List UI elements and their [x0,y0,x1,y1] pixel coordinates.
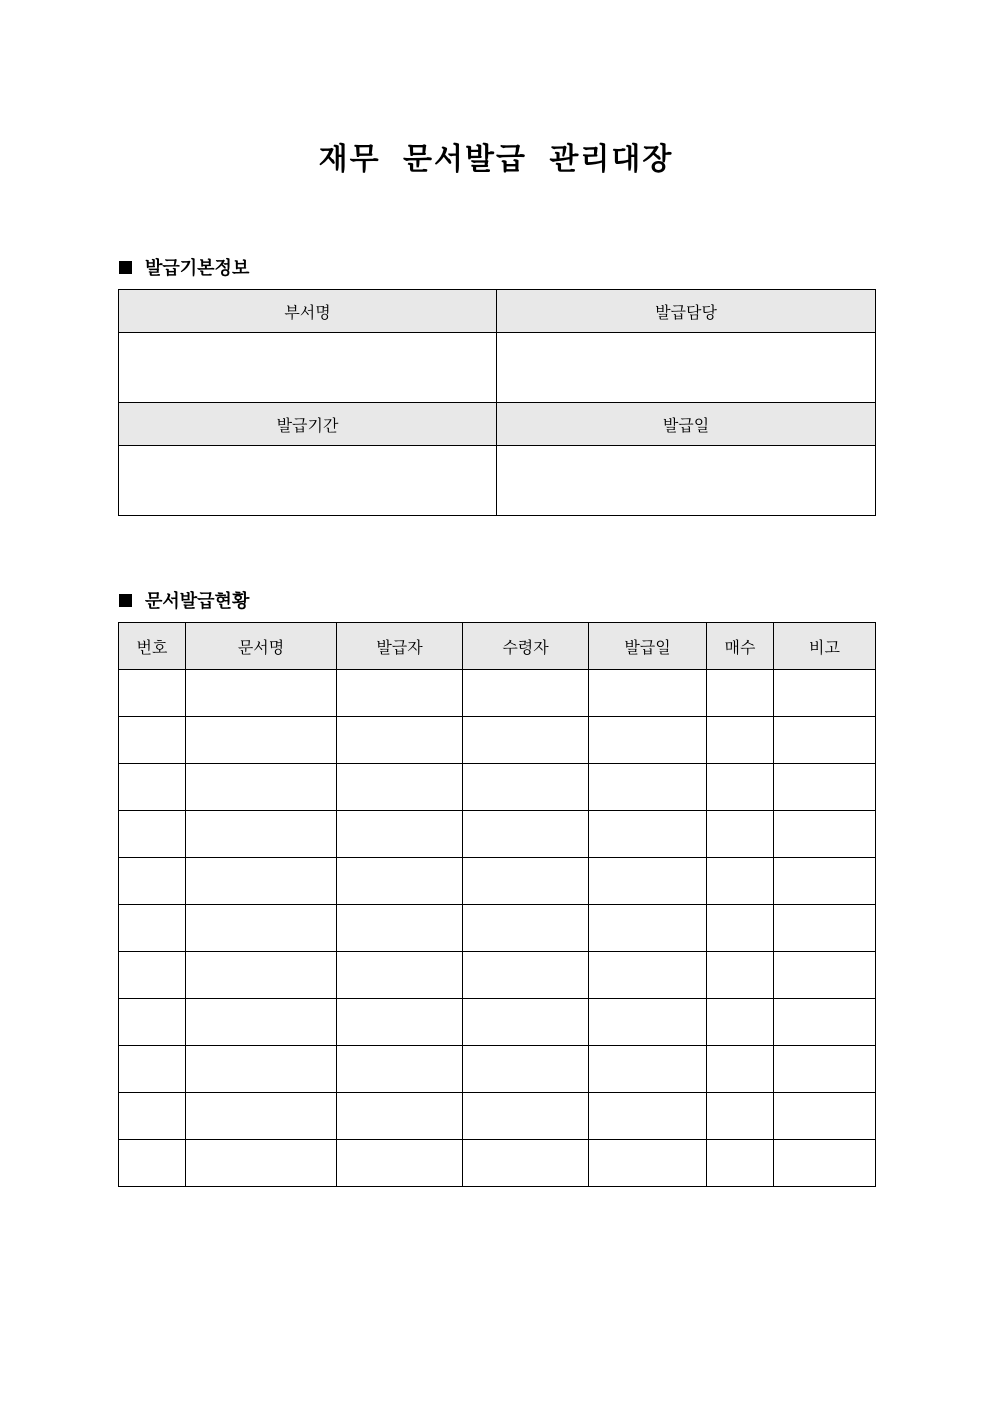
basic-info-table [118,289,876,516]
square-bullet-icon [119,594,132,607]
table-row [119,811,876,858]
table-row [119,1140,876,1187]
cell-issue-date[interactable] [589,717,707,764]
cell-issue-date[interactable] [589,764,707,811]
column-header-number: 번호 [119,623,186,670]
cell-recipient[interactable] [463,764,589,811]
cell-number[interactable] [119,858,186,905]
cell-document-name[interactable] [186,1140,337,1187]
cell-document-name[interactable] [186,905,337,952]
cell-number[interactable] [119,1093,186,1140]
cell-number[interactable] [119,952,186,999]
cell-document-name[interactable] [186,764,337,811]
cell-copies[interactable] [707,764,774,811]
cell-copies[interactable] [707,1140,774,1187]
cell-copies[interactable] [707,717,774,764]
table-row [119,952,876,999]
cell-issue-date[interactable] [589,1093,707,1140]
square-bullet-icon [119,261,132,274]
basic-info-heading [119,254,249,280]
cell-issuer[interactable] [337,858,463,905]
cell-copies[interactable] [707,952,774,999]
column-header-recipient: 수령자 [463,623,589,670]
records-body [119,670,876,1187]
cell-recipient[interactable] [463,1093,589,1140]
department-field[interactable] [119,333,497,403]
cell-recipient[interactable] [463,811,589,858]
cell-recipient[interactable] [463,1140,589,1187]
cell-issue-date[interactable] [589,952,707,999]
cell-issuer[interactable] [337,952,463,999]
cell-document-name[interactable] [186,717,337,764]
cell-remarks[interactable] [774,999,876,1046]
table-row [119,764,876,811]
table-row [119,1046,876,1093]
cell-copies[interactable] [707,1046,774,1093]
cell-issuer[interactable] [337,670,463,717]
column-header-issuer: 발급자 [337,623,463,670]
cell-copies[interactable] [707,858,774,905]
column-header-document-name: 문서명 [186,623,337,670]
cell-remarks[interactable] [774,858,876,905]
cell-issuer[interactable] [337,1046,463,1093]
cell-document-name[interactable] [186,1046,337,1093]
period-field[interactable] [119,446,497,516]
cell-issuer[interactable] [337,999,463,1046]
cell-document-name[interactable] [186,952,337,999]
page-title: 재무 문서발급 관리대장 [318,142,674,177]
table-row [119,999,876,1046]
cell-issue-date[interactable] [589,1140,707,1187]
table-row [119,717,876,764]
cell-remarks[interactable] [774,905,876,952]
issue-date-field[interactable] [497,446,876,516]
column-header-copies: 매수 [707,623,774,670]
cell-recipient[interactable] [463,952,589,999]
cell-number[interactable] [119,717,186,764]
table-row [119,858,876,905]
cell-recipient[interactable] [463,858,589,905]
department-label: 부서명 [119,290,497,333]
records-heading [119,587,249,613]
records-header-row [119,623,876,670]
records-heading-label: 문서발급현황 [145,591,250,612]
issuer-label: 발급담당 [497,290,876,333]
cell-remarks[interactable] [774,670,876,717]
column-header-issue-date: 발급일 [589,623,707,670]
period-label: 발급기간 [119,403,497,446]
table-row [119,1093,876,1140]
cell-number[interactable] [119,905,186,952]
cell-number[interactable] [119,811,186,858]
cell-recipient[interactable] [463,999,589,1046]
cell-issuer[interactable] [337,905,463,952]
cell-issuer[interactable] [337,1140,463,1187]
issue-date-label: 발급일 [497,403,876,446]
cell-copies[interactable] [707,811,774,858]
cell-issue-date[interactable] [589,905,707,952]
cell-remarks[interactable] [774,764,876,811]
cell-remarks[interactable] [774,811,876,858]
issuer-field[interactable] [497,333,876,403]
cell-remarks[interactable] [774,952,876,999]
cell-number[interactable] [119,764,186,811]
cell-number[interactable] [119,1046,186,1093]
table-row [119,905,876,952]
cell-issue-date[interactable] [589,1046,707,1093]
cell-number[interactable] [119,670,186,717]
cell-recipient[interactable] [463,905,589,952]
records-table [118,622,876,1187]
cell-issue-date[interactable] [589,858,707,905]
cell-remarks[interactable] [774,717,876,764]
cell-copies[interactable] [707,905,774,952]
cell-remarks[interactable] [774,1140,876,1187]
cell-issue-date[interactable] [589,999,707,1046]
table-row [119,670,876,717]
cell-copies[interactable] [707,999,774,1046]
cell-number[interactable] [119,1140,186,1187]
cell-issue-date[interactable] [589,811,707,858]
cell-issuer[interactable] [337,764,463,811]
cell-document-name[interactable] [186,811,337,858]
cell-number[interactable] [119,999,186,1046]
cell-issuer[interactable] [337,1093,463,1140]
cell-issuer[interactable] [337,717,463,764]
cell-recipient[interactable] [463,1046,589,1093]
column-header-remarks: 비고 [774,623,876,670]
cell-document-name[interactable] [186,858,337,905]
cell-remarks[interactable] [774,1046,876,1093]
cell-copies[interactable] [707,1093,774,1140]
cell-copies[interactable] [707,670,774,717]
basic-info-heading-label: 발급기본정보 [145,258,250,279]
cell-document-name[interactable] [186,999,337,1046]
cell-remarks[interactable] [774,1093,876,1140]
cell-document-name[interactable] [186,670,337,717]
cell-issue-date[interactable] [589,670,707,717]
cell-recipient[interactable] [463,717,589,764]
cell-document-name[interactable] [186,1093,337,1140]
cell-issuer[interactable] [337,811,463,858]
cell-recipient[interactable] [463,670,589,717]
